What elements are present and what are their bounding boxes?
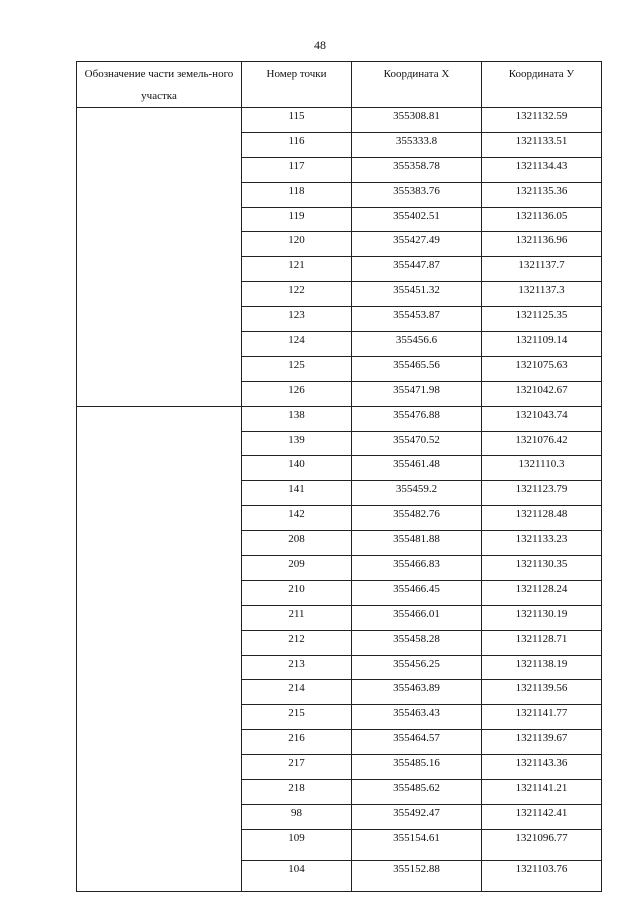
coordinate-x-cell: 355427.49 xyxy=(352,232,482,257)
coordinate-y-cell: 1321076.42 xyxy=(482,431,602,456)
coordinate-x-cell: 355463.43 xyxy=(352,705,482,730)
point-number-cell: 118 xyxy=(242,182,352,207)
point-number-cell: 104 xyxy=(242,860,352,891)
coordinate-y-cell: 1321043.74 xyxy=(482,406,602,431)
coordinate-x-cell: 355463.89 xyxy=(352,680,482,705)
coordinate-y-cell: 1321138.19 xyxy=(482,655,602,680)
point-number-cell: 121 xyxy=(242,257,352,282)
coordinates-table xyxy=(76,61,602,892)
header-part: Обозначение части земель-ного участка xyxy=(77,62,242,108)
point-number-cell: 216 xyxy=(242,730,352,755)
point-number-cell: 211 xyxy=(242,605,352,630)
coordinate-x-cell: 355481.88 xyxy=(352,531,482,556)
coordinate-y-cell: 1321139.56 xyxy=(482,680,602,705)
coordinate-x-cell: 355471.98 xyxy=(352,381,482,406)
coordinate-x-cell: 355152.88 xyxy=(352,860,482,891)
coordinate-x-cell: 355308.81 xyxy=(352,108,482,133)
land-part-cell xyxy=(77,108,242,407)
point-number-cell: 119 xyxy=(242,207,352,232)
coordinate-x-cell: 355464.57 xyxy=(352,730,482,755)
table-row xyxy=(77,108,602,133)
coordinate-x-cell: 355458.28 xyxy=(352,630,482,655)
point-number-cell: 210 xyxy=(242,580,352,605)
table-body xyxy=(77,108,602,892)
point-number-cell: 140 xyxy=(242,456,352,481)
point-number-cell: 125 xyxy=(242,356,352,381)
land-part-cell xyxy=(77,406,242,891)
coordinate-y-cell: 1321136.05 xyxy=(482,207,602,232)
coordinate-y-cell: 1321137.7 xyxy=(482,257,602,282)
point-number-cell: 115 xyxy=(242,108,352,133)
point-number-cell: 213 xyxy=(242,655,352,680)
coordinate-y-cell: 1321135.36 xyxy=(482,182,602,207)
coordinate-y-cell: 1321141.77 xyxy=(482,705,602,730)
point-number-cell: 209 xyxy=(242,556,352,581)
coordinate-x-cell: 355459.2 xyxy=(352,481,482,506)
coordinate-x-cell: 355482.76 xyxy=(352,506,482,531)
point-number-cell: 208 xyxy=(242,531,352,556)
coordinate-y-cell: 1321123.79 xyxy=(482,481,602,506)
coordinate-y-cell: 1321139.67 xyxy=(482,730,602,755)
header-y: Координата У xyxy=(482,62,602,108)
header-x: Координата Х xyxy=(352,62,482,108)
coordinate-y-cell: 1321103.76 xyxy=(482,860,602,891)
coordinate-x-cell: 355466.01 xyxy=(352,605,482,630)
table-header-row xyxy=(77,62,602,108)
coordinate-y-cell: 1321096.77 xyxy=(482,829,602,860)
coordinate-y-cell: 1321143.36 xyxy=(482,755,602,780)
point-number-cell: 123 xyxy=(242,307,352,332)
header-point: Номер точки xyxy=(242,62,352,108)
point-number-cell: 126 xyxy=(242,381,352,406)
table-row xyxy=(77,406,602,431)
coordinate-x-cell: 355383.76 xyxy=(352,182,482,207)
coordinate-x-cell: 355451.32 xyxy=(352,282,482,307)
coordinate-x-cell: 355447.87 xyxy=(352,257,482,282)
coordinate-y-cell: 1321110.3 xyxy=(482,456,602,481)
coordinate-x-cell: 355485.16 xyxy=(352,755,482,780)
point-number-cell: 120 xyxy=(242,232,352,257)
coordinate-y-cell: 1321133.51 xyxy=(482,132,602,157)
page-number: 48 xyxy=(314,38,326,52)
coordinate-y-cell: 1321132.59 xyxy=(482,108,602,133)
coordinate-x-cell: 355333.8 xyxy=(352,132,482,157)
coordinate-x-cell: 355453.87 xyxy=(352,307,482,332)
point-number-cell: 124 xyxy=(242,332,352,357)
coordinate-x-cell: 355154.61 xyxy=(352,829,482,860)
coordinate-x-cell: 355456.25 xyxy=(352,655,482,680)
coordinate-y-cell: 1321109.14 xyxy=(482,332,602,357)
coordinate-y-cell: 1321128.48 xyxy=(482,506,602,531)
coordinate-x-cell: 355358.78 xyxy=(352,157,482,182)
coordinate-y-cell: 1321130.35 xyxy=(482,556,602,581)
point-number-cell: 141 xyxy=(242,481,352,506)
coordinate-x-cell: 355466.45 xyxy=(352,580,482,605)
coordinate-y-cell: 1321137.3 xyxy=(482,282,602,307)
coordinate-y-cell: 1321128.24 xyxy=(482,580,602,605)
point-number-cell: 138 xyxy=(242,406,352,431)
coordinate-y-cell: 1321141.21 xyxy=(482,780,602,805)
coordinate-y-cell: 1321128.71 xyxy=(482,630,602,655)
coordinate-y-cell: 1321133.23 xyxy=(482,531,602,556)
coordinate-x-cell: 355485.62 xyxy=(352,780,482,805)
point-number-cell: 98 xyxy=(242,804,352,829)
point-number-cell: 116 xyxy=(242,132,352,157)
coordinate-y-cell: 1321130.19 xyxy=(482,605,602,630)
coordinate-y-cell: 1321075.63 xyxy=(482,356,602,381)
point-number-cell: 215 xyxy=(242,705,352,730)
point-number-cell: 212 xyxy=(242,630,352,655)
point-number-cell: 109 xyxy=(242,829,352,860)
point-number-cell: 218 xyxy=(242,780,352,805)
coordinate-y-cell: 1321042.67 xyxy=(482,381,602,406)
coordinate-y-cell: 1321142.41 xyxy=(482,804,602,829)
coordinate-x-cell: 355456.6 xyxy=(352,332,482,357)
point-number-cell: 217 xyxy=(242,755,352,780)
coordinate-x-cell: 355465.56 xyxy=(352,356,482,381)
coordinate-x-cell: 355492.47 xyxy=(352,804,482,829)
coordinate-y-cell: 1321134.43 xyxy=(482,157,602,182)
coordinate-x-cell: 355476.88 xyxy=(352,406,482,431)
coordinate-x-cell: 355461.48 xyxy=(352,456,482,481)
point-number-cell: 139 xyxy=(242,431,352,456)
point-number-cell: 117 xyxy=(242,157,352,182)
coordinate-x-cell: 355402.51 xyxy=(352,207,482,232)
coordinate-x-cell: 355466.83 xyxy=(352,556,482,581)
coordinate-x-cell: 355470.52 xyxy=(352,431,482,456)
point-number-cell: 142 xyxy=(242,506,352,531)
point-number-cell: 214 xyxy=(242,680,352,705)
coordinate-y-cell: 1321136.96 xyxy=(482,232,602,257)
coordinate-y-cell: 1321125.35 xyxy=(482,307,602,332)
point-number-cell: 122 xyxy=(242,282,352,307)
